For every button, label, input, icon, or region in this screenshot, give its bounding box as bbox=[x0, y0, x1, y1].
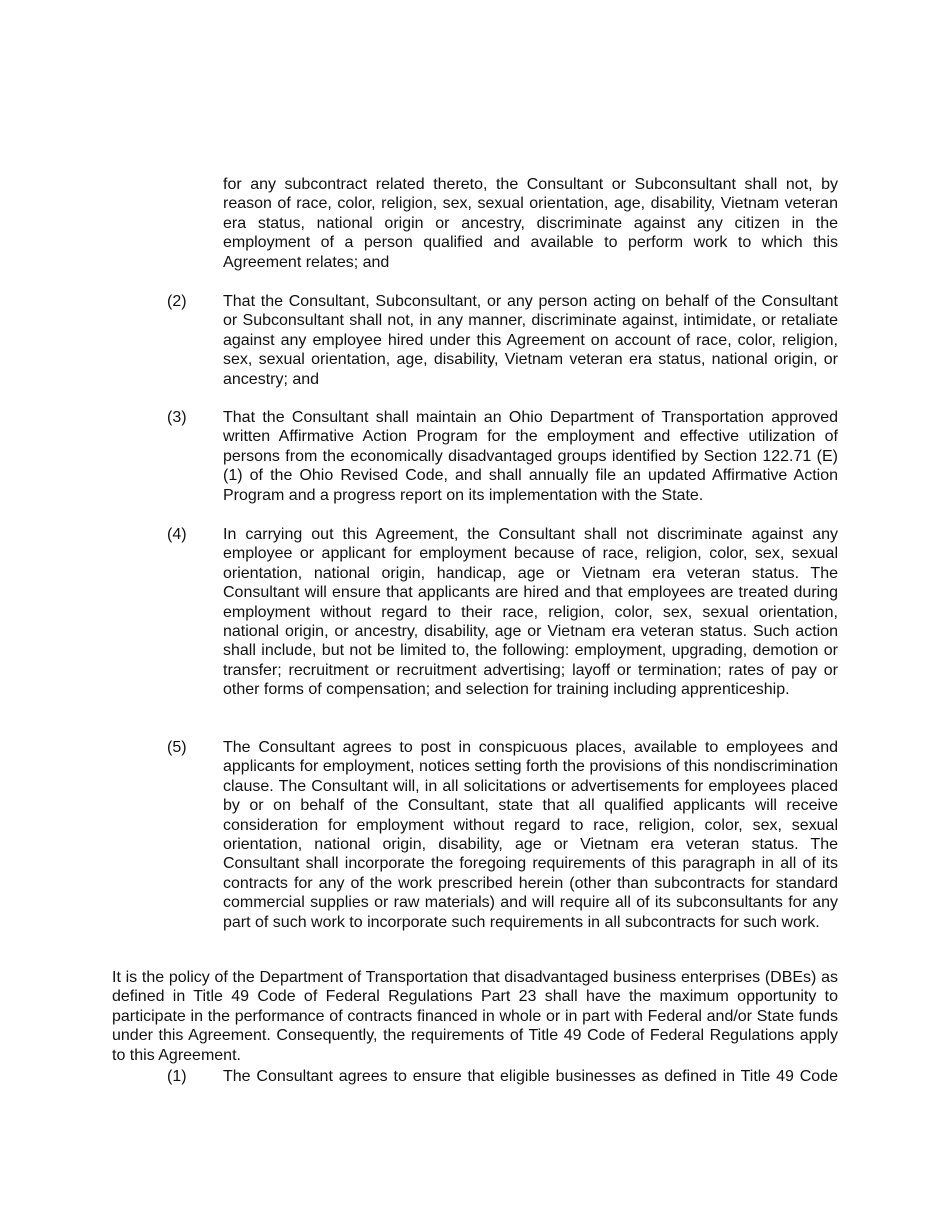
clause-text: That the Consultant shall maintain an Ohio Department of Transportation approved written Affirmative Action Program for the employment and effective utilization of persons from the economically disadvantaged groups identified by Section 122.71 (E)(1) of the Ohio Revised Code, and shall annually file an updated Affirmative Action Program and a progress report on its implementation with the State. bbox=[223, 409, 838, 504]
clause-text: That the Consultant, Subconsultant, or any person acting on behalf of the Consultant or Subconsultant shall not, in any manner, discriminate against, intimidate, or retaliate against any employee hired under this Agreement on account of race, color, religion, sex, sexual orientation, age, disability, Vietnam veteran era status, national origin, or ancestry; and bbox=[223, 293, 838, 388]
clause-number: (4) bbox=[167, 526, 187, 543]
clause-number: (5) bbox=[167, 739, 187, 756]
clause-number: (2) bbox=[167, 293, 187, 310]
dbe-policy-paragraph: It is the policy of the Department of Transportation that disadvantaged business enterprises (DBEs) as defined in Title 49 Code of Federal Regulations Part 23 shall have the maximum opportunity to participate in the performance of contracts financed in whole or in part with Federal and/or State funds under this Agreement. Consequently, the requirements of Title 49 Code of Federal Regulations apply to this Agreement. bbox=[112, 969, 838, 1064]
clause-text: The Consultant agrees to post in conspicuous places, available to employees and applicants for employment, notices setting forth the provisions of this nondiscrimination clause. The Consultant will, in all solicitations or advertisements for employees placed by or on behalf of the Consultant, state that all qualified applicants will receive consideration for employment without regard to race, religion, color, sex, sexual orientation, national origin, disability, age or Vietnam era veteran status. The Consultant shall incorporate the foregoing requirements of this paragraph in all of its contracts for any of the work prescribed herein (other than subcontracts for standard commercial supplies or raw materials) and will require all of its subconsultants for any part of such work to incorporate such requirements in all subcontracts for such work. bbox=[223, 739, 838, 931]
continuation-paragraph: for any subcontract related thereto, the Consultant or Subconsultant shall not, by reason of race, color, religion, sex, sexual orientation, age, disability, Vietnam veteran era status, national origin or ancestry, discriminate against any citizen in the employment of a person qualified and available to perform work to which this Agreement relates; and bbox=[223, 176, 838, 271]
clause-text: The Consultant agrees to ensure that eligible businesses as defined in Title 49 Code bbox=[223, 1068, 838, 1085]
clause-number: (3) bbox=[167, 409, 187, 426]
clause-text: In carrying out this Agreement, the Consultant shall not discriminate against any employee or applicant for employment because of race, religion, color, sex, sexual orientation, national origin, handicap, age or Vietnam era veteran status. The Consultant will ensure that applicants are hired and that employees are treated during employment without regard to their race, religion, color, sex, sexual orientation, national origin, or ancestry, disability, age or Vietnam era veteran status. Such action shall include, but not be limited to, the following: employment, upgrading, demotion or transfer; recruitment or recruitment advertising; layoff or termination; rates of pay or other forms of compensation; and selection for training including apprenticeship. bbox=[223, 526, 838, 699]
clause-number: (1) bbox=[167, 1068, 187, 1085]
